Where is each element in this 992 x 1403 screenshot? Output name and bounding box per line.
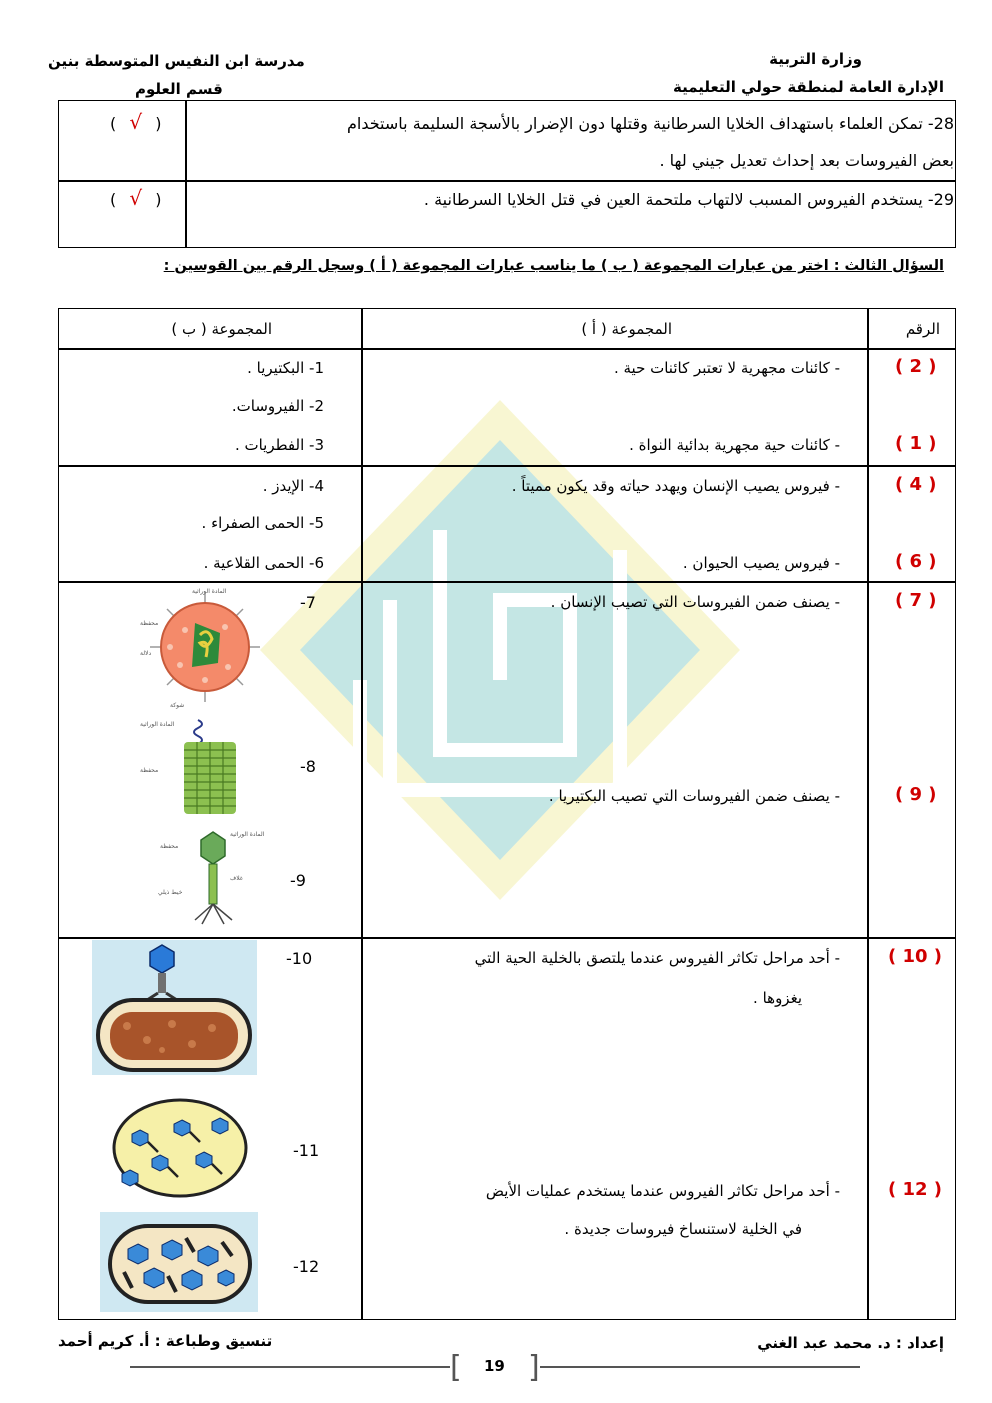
- group-a-item: يغزوها .: [753, 989, 802, 1007]
- svg-text:المادة الوراثية: المادة الوراثية: [140, 721, 175, 728]
- footer-rule-left: [130, 1366, 450, 1368]
- group-b-item: -8: [300, 757, 316, 776]
- answer-1: ( 2 ): [895, 356, 937, 377]
- group-b-item: -11: [293, 1141, 320, 1160]
- virus-attachment-image: [92, 940, 257, 1075]
- tf-row-29-line1: 29- يستخدم الفيروس المسبب لالتهاب ملتحمة العين في قتل الخلايا السرطانية .: [423, 190, 954, 209]
- answer-4: ( 6 ): [895, 551, 937, 572]
- header-num: الرقم: [905, 320, 940, 338]
- svg-text:غلاف: غلاف: [230, 875, 243, 882]
- group-a-item: - فيروس يصيب الإنسان ويهدد حياته وقد يكون مميتاً .: [511, 477, 840, 495]
- school-name: مدرسة ابن النفيس المتوسطة بنين: [48, 52, 305, 70]
- group-b-item: 4- الإيدز .: [262, 477, 324, 495]
- group-a-item: - يصنف ضمن الفيروسات التي تصيب الإنسان .: [550, 593, 840, 611]
- group-a-item: - فيروس يصيب الحيوان .: [682, 554, 840, 572]
- bracket-right: ]: [528, 1350, 540, 1385]
- svg-text:المادة الوراثية: المادة الوراثية: [192, 588, 227, 595]
- directorate-title: الإدارة العامة لمنطقة حولي التعليمية: [672, 78, 944, 96]
- group-a-item: في الخلية لاستنساخ فيروسات جديدة .: [564, 1220, 802, 1238]
- group-b-item: -12: [293, 1257, 320, 1276]
- header-group-a: المجموعة ( أ ): [581, 320, 672, 338]
- tf-answer-29: ( √ ): [110, 186, 162, 210]
- answer-5: ( 7 ): [895, 590, 937, 611]
- rod-virus-image: [140, 716, 250, 816]
- tf-row-28-line2: بعض الفيروسات بعد إحداث تعديل جيني لها .: [659, 151, 954, 170]
- group-b-item: -10: [286, 949, 313, 968]
- group-b-item: 3- الفطريات .: [234, 436, 324, 454]
- group-a-item: - أحد مراحل تكاثر الفيروس عندما يلتصق بالخلية الحية التي: [474, 949, 840, 967]
- group-b-item: 6- الحمى القلاعية .: [203, 554, 324, 572]
- check-mark-icon: √: [129, 110, 143, 134]
- spherical-virus-image: [140, 585, 270, 710]
- answer-6: ( 9 ): [895, 784, 937, 805]
- svg-text:محفظة: محفظة: [140, 767, 159, 774]
- ministry-title: وزارة التربية: [769, 50, 862, 68]
- footer-rule-right: [540, 1366, 860, 1368]
- svg-text:دلالة: دلالة: [140, 650, 152, 657]
- answer-7: ( 10 ): [888, 946, 943, 967]
- group-a-item: - يصنف ضمن الفيروسات التي تصيب البكتيريا .: [548, 787, 840, 805]
- check-mark-icon: √: [129, 186, 143, 210]
- svg-text:خيط ذيلي: خيط ذيلي: [158, 889, 183, 896]
- tf-answer-28: ( √ ): [110, 110, 162, 134]
- formatted-by: تنسيق وطباعة : أ. كريم أحمد: [58, 1332, 273, 1350]
- tf-row-28-line1: 28- تمكن العلماء باستهداف الخلايا السرطانية وقتلها دون الإضرار بالأسجة السليمة باستخدام: [346, 114, 954, 133]
- answer-2: ( 1 ): [895, 433, 937, 454]
- question3-title: السؤال الثالث : اختر من عبارات المجموعة ( ب ) ما يناسب عبارات المجموعة ( أ ) وسجل الرقم بين القوسين :: [163, 258, 944, 274]
- bacteriophage-image: [150, 826, 265, 926]
- virus-replication-image: [100, 1080, 258, 1208]
- group-b-item: 5- الحمى الصفراء .: [201, 514, 324, 532]
- svg-text:المادة الوراثية: المادة الوراثية: [230, 831, 265, 838]
- svg-text:محفظة: محفظة: [140, 620, 159, 627]
- group-b-item: 1- البكتيريا .: [247, 359, 324, 377]
- department-name: قسم العلوم: [135, 80, 223, 98]
- answer-3: ( 4 ): [895, 474, 937, 495]
- virus-assembly-image: [100, 1212, 258, 1312]
- group-a-item: - أحد مراحل تكاثر الفيروس عندما يستخدم عمليات الأيض: [485, 1182, 840, 1200]
- group-b-item: -9: [290, 871, 306, 890]
- group-b-item: -7: [300, 593, 316, 612]
- bracket-left: [: [450, 1350, 462, 1385]
- answer-8: ( 12 ): [888, 1179, 943, 1200]
- svg-text:شوكة: شوكة: [170, 702, 185, 709]
- page-number: 19: [484, 1357, 505, 1375]
- group-a-item: - كائنات حية مجهرية بدائية النواة .: [629, 436, 840, 454]
- prepared-by: إعداد : د. محمد عبد الغني: [757, 1334, 944, 1352]
- svg-text:محفظة: محفظة: [160, 843, 179, 850]
- group-b-item: 2- الفيروسات.: [231, 397, 324, 415]
- group-a-item: - كائنات مجهرية لا تعتبر كائنات حية .: [613, 359, 840, 377]
- header-group-b: المجموعة ( ب ): [171, 320, 272, 338]
